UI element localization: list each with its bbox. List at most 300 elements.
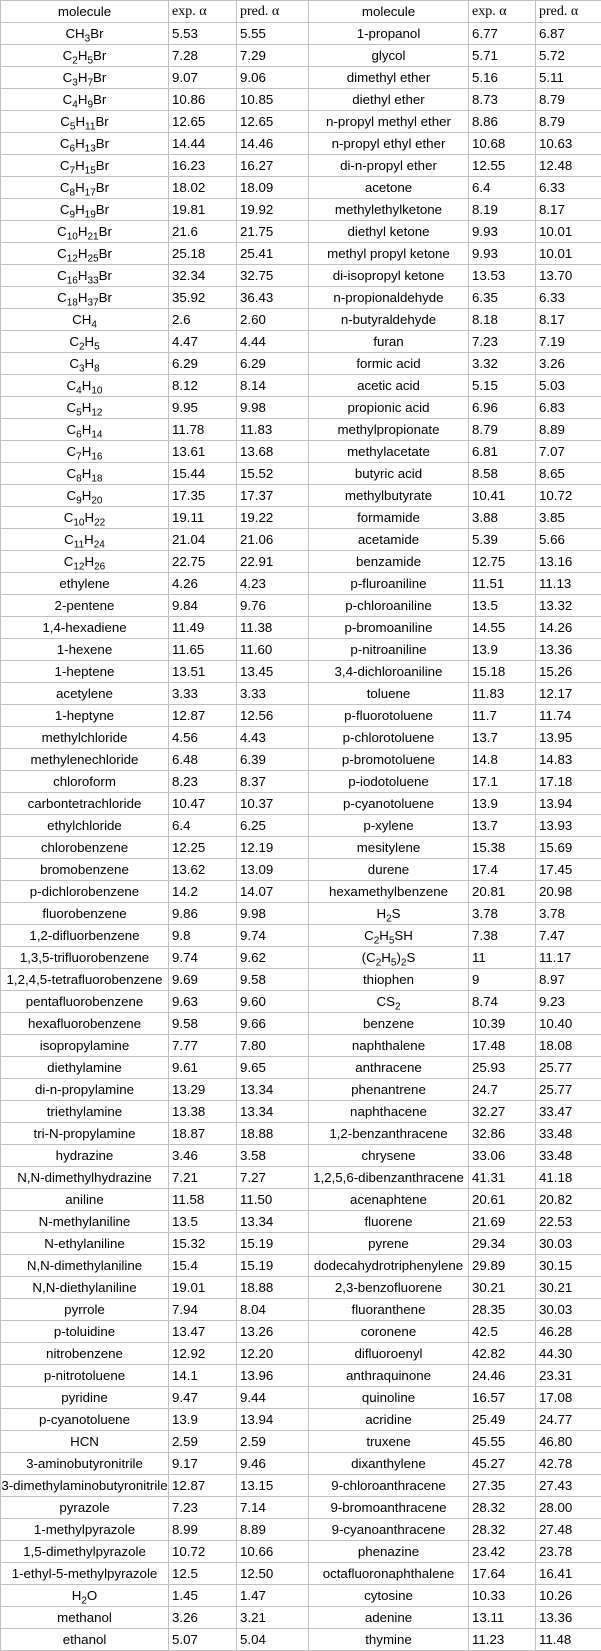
exp-alpha-cell[interactable]: 13.9 — [469, 793, 536, 815]
molecule-cell[interactable]: 3-dimethylaminobutyronitrile — [1, 1475, 169, 1497]
pred-alpha-cell[interactable]: 18.88 — [237, 1277, 309, 1299]
pred-alpha-cell[interactable]: 11.48 — [536, 1629, 601, 1651]
pred-alpha-cell[interactable]: 5.11 — [536, 67, 601, 89]
molecule-cell[interactable]: chlorobenzene — [1, 837, 169, 859]
exp-alpha-cell[interactable]: 45.55 — [469, 1431, 536, 1453]
pred-alpha-cell[interactable]: 13.36 — [536, 1607, 601, 1629]
molecule-cell[interactable]: adenine — [309, 1607, 469, 1629]
exp-alpha-cell[interactable]: 20.81 — [469, 881, 536, 903]
pred-alpha-cell[interactable]: 4.44 — [237, 331, 309, 353]
exp-alpha-cell[interactable]: 12.55 — [469, 155, 536, 177]
molecule-cell[interactable]: benzamide — [309, 551, 469, 573]
pred-alpha-cell[interactable]: 14.83 — [536, 749, 601, 771]
exp-alpha-cell[interactable]: 13.7 — [469, 815, 536, 837]
pred-alpha-cell[interactable]: 9.74 — [237, 925, 309, 947]
molecule-cell[interactable]: 9-chloroanthracene — [309, 1475, 469, 1497]
pred-alpha-cell[interactable]: 13.93 — [536, 815, 601, 837]
molecule-cell[interactable]: $C_2H_5Br$ — [1, 45, 169, 67]
exp-alpha-cell[interactable]: 17.64 — [469, 1563, 536, 1585]
exp-alpha-cell[interactable]: 5.15 — [469, 375, 536, 397]
pred-alpha-cell[interactable]: 36.43 — [237, 287, 309, 309]
exp-alpha-cell[interactable]: 3.33 — [169, 683, 237, 705]
molecule-cell[interactable]: methanol — [1, 1607, 169, 1629]
molecule-cell[interactable]: acetamide — [309, 529, 469, 551]
molecule-cell[interactable]: acenaphtene — [309, 1189, 469, 1211]
pred-alpha-cell[interactable]: 14.07 — [237, 881, 309, 903]
molecule-cell[interactable]: toluene — [309, 683, 469, 705]
molecule-cell[interactable]: n-butyraldehyde — [309, 309, 469, 331]
exp-alpha-cell[interactable]: 9.07 — [169, 67, 237, 89]
pred-alpha-cell[interactable]: 13.96 — [237, 1365, 309, 1387]
exp-alpha-cell[interactable]: 4.47 — [169, 331, 237, 353]
pred-alpha-cell[interactable]: 7.47 — [536, 925, 601, 947]
exp-alpha-cell[interactable]: 24.7 — [469, 1079, 536, 1101]
molecule-cell[interactable]: triethylamine — [1, 1101, 169, 1123]
exp-alpha-cell[interactable]: 13.53 — [469, 265, 536, 287]
molecule-cell[interactable]: fluoranthene — [309, 1299, 469, 1321]
pred-alpha-cell[interactable]: 6.83 — [536, 397, 601, 419]
pred-alpha-cell[interactable]: 10.01 — [536, 221, 601, 243]
molecule-cell[interactable]: fluorobenzene — [1, 903, 169, 925]
exp-alpha-cell[interactable]: 2.6 — [169, 309, 237, 331]
exp-alpha-cell[interactable]: 9.17 — [169, 1453, 237, 1475]
exp-alpha-cell[interactable]: 21.69 — [469, 1211, 536, 1233]
pred-alpha-cell[interactable]: 27.48 — [536, 1519, 601, 1541]
molecule-cell[interactable]: di-n-propylamine — [1, 1079, 169, 1101]
molecule-cell[interactable]: $C_{10}H_{22}$ — [1, 507, 169, 529]
exp-alpha-cell[interactable]: 4.56 — [169, 727, 237, 749]
pred-alpha-cell[interactable]: 13.34 — [237, 1079, 309, 1101]
exp-alpha-cell[interactable]: 33.06 — [469, 1145, 536, 1167]
exp-alpha-cell[interactable]: 17.1 — [469, 771, 536, 793]
pred-alpha-cell[interactable]: 20.82 — [536, 1189, 601, 1211]
pred-alpha-cell[interactable]: 9.76 — [237, 595, 309, 617]
molecule-cell[interactable]: $C_8H_{18}$ — [1, 463, 169, 485]
molecule-cell[interactable]: 9-bromoanthracene — [309, 1497, 469, 1519]
exp-alpha-cell[interactable]: 11.7 — [469, 705, 536, 727]
molecule-cell[interactable]: $C_9H_{19}Br$ — [1, 199, 169, 221]
molecule-cell[interactable]: $C_8H_{17}Br$ — [1, 177, 169, 199]
molecule-cell[interactable]: $C_2H_5SH$ — [309, 925, 469, 947]
molecule-cell[interactable]: p-fluorotoluene — [309, 705, 469, 727]
exp-alpha-cell[interactable]: 25.93 — [469, 1057, 536, 1079]
exp-alpha-cell[interactable]: 10.41 — [469, 485, 536, 507]
pred-alpha-cell[interactable]: 15.19 — [237, 1233, 309, 1255]
molecule-cell[interactable]: pentafluorobenzene — [1, 991, 169, 1013]
molecule-cell[interactable]: truxene — [309, 1431, 469, 1453]
molecule-cell[interactable]: p-chlorotoluene — [309, 727, 469, 749]
molecule-cell[interactable]: $C_4H_{10}$ — [1, 375, 169, 397]
molecule-cell[interactable]: 1-heptyne — [1, 705, 169, 727]
molecule-cell[interactable]: methylchloride — [1, 727, 169, 749]
molecule-cell[interactable]: $H_2O$ — [1, 1585, 169, 1607]
pred-alpha-cell[interactable]: 10.01 — [536, 243, 601, 265]
pred-alpha-cell[interactable]: 12.50 — [237, 1563, 309, 1585]
pred-alpha-cell[interactable]: 9.62 — [237, 947, 309, 969]
molecule-cell[interactable]: p-nitroaniline — [309, 639, 469, 661]
exp-alpha-cell[interactable]: 25.18 — [169, 243, 237, 265]
molecule-cell[interactable]: durene — [309, 859, 469, 881]
exp-alpha-cell[interactable]: 7.38 — [469, 925, 536, 947]
exp-alpha-cell[interactable]: 32.86 — [469, 1123, 536, 1145]
exp-alpha-cell[interactable]: 11.78 — [169, 419, 237, 441]
exp-alpha-cell[interactable]: 29.34 — [469, 1233, 536, 1255]
exp-alpha-cell[interactable]: 10.39 — [469, 1013, 536, 1035]
pred-alpha-cell[interactable]: 33.47 — [536, 1101, 601, 1123]
molecule-cell[interactable]: hydrazine — [1, 1145, 169, 1167]
pred-alpha-cell[interactable]: 9.65 — [237, 1057, 309, 1079]
exp-alpha-cell[interactable]: 11.51 — [469, 573, 536, 595]
molecule-cell[interactable]: $CS_2$ — [309, 991, 469, 1013]
molecule-cell[interactable]: 1,5-dimethylpyrazole — [1, 1541, 169, 1563]
molecule-cell[interactable]: methylbutyrate — [309, 485, 469, 507]
molecule-cell[interactable]: di-n-propyl ether — [309, 155, 469, 177]
pred-alpha-cell[interactable]: 22.91 — [237, 551, 309, 573]
pred-alpha-cell[interactable]: 13.09 — [237, 859, 309, 881]
pred-alpha-cell[interactable]: 21.75 — [237, 221, 309, 243]
exp-alpha-cell[interactable]: 6.77 — [469, 23, 536, 45]
molecule-cell[interactable]: benzene — [309, 1013, 469, 1035]
exp-alpha-cell[interactable]: 11.83 — [469, 683, 536, 705]
molecule-cell[interactable]: p-dichlorobenzene — [1, 881, 169, 903]
pred-alpha-cell[interactable]: 7.19 — [536, 331, 601, 353]
molecule-cell[interactable]: phenantrene — [309, 1079, 469, 1101]
exp-alpha-cell[interactable]: 6.96 — [469, 397, 536, 419]
molecule-cell[interactable]: p-nitrotoluene — [1, 1365, 169, 1387]
molecule-cell[interactable]: $C_{12}H_{26}$ — [1, 551, 169, 573]
exp-alpha-cell[interactable]: 11.49 — [169, 617, 237, 639]
exp-alpha-cell[interactable]: 22.75 — [169, 551, 237, 573]
exp-alpha-cell[interactable]: 14.55 — [469, 617, 536, 639]
exp-alpha-cell[interactable]: 13.62 — [169, 859, 237, 881]
exp-alpha-cell[interactable]: 7.77 — [169, 1035, 237, 1057]
exp-alpha-cell[interactable]: 6.81 — [469, 441, 536, 463]
exp-alpha-cell[interactable]: 21.6 — [169, 221, 237, 243]
molecule-cell[interactable]: $C_5H_{11}Br$ — [1, 111, 169, 133]
exp-alpha-cell[interactable]: 8.79 — [469, 419, 536, 441]
pred-alpha-cell[interactable]: 8.37 — [237, 771, 309, 793]
exp-alpha-cell[interactable]: 27.35 — [469, 1475, 536, 1497]
exp-alpha-cell[interactable]: 9.8 — [169, 925, 237, 947]
pred-alpha-cell[interactable]: 5.04 — [237, 1629, 309, 1651]
pred-alpha-cell[interactable]: 13.94 — [237, 1409, 309, 1431]
exp-alpha-cell[interactable]: 45.27 — [469, 1453, 536, 1475]
pred-alpha-cell[interactable]: 8.17 — [536, 309, 601, 331]
exp-alpha-cell[interactable]: 12.92 — [169, 1343, 237, 1365]
exp-alpha-cell[interactable]: 5.16 — [469, 67, 536, 89]
exp-alpha-cell[interactable]: 13.5 — [469, 595, 536, 617]
pred-alpha-cell[interactable]: 17.37 — [237, 485, 309, 507]
pred-alpha-cell[interactable]: 30.15 — [536, 1255, 601, 1277]
molecule-cell[interactable]: cytosine — [309, 1585, 469, 1607]
molecule-cell[interactable]: $CH_3Br$ — [1, 23, 169, 45]
exp-alpha-cell[interactable]: 18.02 — [169, 177, 237, 199]
exp-alpha-cell[interactable]: 7.23 — [169, 1497, 237, 1519]
exp-alpha-cell[interactable]: 9.74 — [169, 947, 237, 969]
exp-alpha-cell[interactable]: 32.27 — [469, 1101, 536, 1123]
molecule-cell[interactable]: difluoroenyl — [309, 1343, 469, 1365]
exp-alpha-cell[interactable]: 5.71 — [469, 45, 536, 67]
molecule-cell[interactable]: phenazine — [309, 1541, 469, 1563]
molecule-cell[interactable]: 2-pentene — [1, 595, 169, 617]
pred-alpha-cell[interactable]: 10.66 — [237, 1541, 309, 1563]
pred-alpha-cell[interactable]: 13.94 — [536, 793, 601, 815]
exp-alpha-cell[interactable]: 28.32 — [469, 1497, 536, 1519]
exp-alpha-cell[interactable]: 9.93 — [469, 221, 536, 243]
pred-alpha-cell[interactable]: 10.40 — [536, 1013, 601, 1035]
molecule-cell[interactable]: acetic acid — [309, 375, 469, 397]
exp-alpha-cell[interactable]: 14.44 — [169, 133, 237, 155]
pred-alpha-cell[interactable]: 9.44 — [237, 1387, 309, 1409]
exp-alpha-cell[interactable]: 32.34 — [169, 265, 237, 287]
pred-alpha-cell[interactable]: 7.07 — [536, 441, 601, 463]
exp-alpha-cell[interactable]: 13.11 — [469, 1607, 536, 1629]
molecule-cell[interactable]: propionic acid — [309, 397, 469, 419]
pred-alpha-cell[interactable]: 17.08 — [536, 1387, 601, 1409]
molecule-cell[interactable]: fluorene — [309, 1211, 469, 1233]
molecule-cell[interactable]: p-fluroaniline — [309, 573, 469, 595]
exp-alpha-cell[interactable]: 13.51 — [169, 661, 237, 683]
molecule-cell[interactable]: butyric acid — [309, 463, 469, 485]
pred-alpha-cell[interactable]: 13.36 — [536, 639, 601, 661]
pred-alpha-cell[interactable]: 28.00 — [536, 1497, 601, 1519]
molecule-cell[interactable]: pyrene — [309, 1233, 469, 1255]
molecule-cell[interactable]: p-toluidine — [1, 1321, 169, 1343]
exp-alpha-cell[interactable]: 21.04 — [169, 529, 237, 551]
pred-alpha-cell[interactable]: 10.85 — [237, 89, 309, 111]
molecule-cell[interactable]: 1,2,5,6-dibenzanthracene — [309, 1167, 469, 1189]
exp-alpha-cell[interactable]: 10.47 — [169, 793, 237, 815]
molecule-cell[interactable]: $(C_2H_5)_2S$ — [309, 947, 469, 969]
molecule-cell[interactable]: $C_7H_{16}$ — [1, 441, 169, 463]
molecule-cell[interactable]: p-xylene — [309, 815, 469, 837]
pred-alpha-cell[interactable]: 12.48 — [536, 155, 601, 177]
molecule-cell[interactable]: pyridine — [1, 1387, 169, 1409]
exp-alpha-cell[interactable]: 12.87 — [169, 705, 237, 727]
exp-alpha-cell[interactable]: 7.21 — [169, 1167, 237, 1189]
exp-alpha-cell[interactable]: 15.32 — [169, 1233, 237, 1255]
molecule-cell[interactable]: chloroform — [1, 771, 169, 793]
pred-alpha-cell[interactable]: 24.77 — [536, 1409, 601, 1431]
pred-alpha-cell[interactable]: 12.20 — [237, 1343, 309, 1365]
pred-alpha-cell[interactable]: 1.47 — [237, 1585, 309, 1607]
exp-alpha-cell[interactable]: 13.47 — [169, 1321, 237, 1343]
exp-alpha-cell[interactable]: 9.93 — [469, 243, 536, 265]
pred-alpha-cell[interactable]: 12.56 — [237, 705, 309, 727]
exp-alpha-cell[interactable]: 11 — [469, 947, 536, 969]
exp-alpha-cell[interactable]: 3.46 — [169, 1145, 237, 1167]
exp-alpha-cell[interactable]: 10.68 — [469, 133, 536, 155]
pred-alpha-cell[interactable]: 33.48 — [536, 1123, 601, 1145]
pred-alpha-cell[interactable]: 17.18 — [536, 771, 601, 793]
molecule-cell[interactable]: $C_2H_5$ — [1, 331, 169, 353]
molecule-cell[interactable]: $C_{12}H_{25}Br$ — [1, 243, 169, 265]
molecule-cell[interactable]: dodecahydrotriphenylene — [309, 1255, 469, 1277]
pred-alpha-cell[interactable]: 23.31 — [536, 1365, 601, 1387]
exp-alpha-cell[interactable]: 12.87 — [169, 1475, 237, 1497]
molecule-cell[interactable]: anthraquinone — [309, 1365, 469, 1387]
exp-alpha-cell[interactable]: 12.5 — [169, 1563, 237, 1585]
molecule-cell[interactable]: n-propyl ethyl ether — [309, 133, 469, 155]
pred-alpha-cell[interactable]: 2.60 — [237, 309, 309, 331]
molecule-cell[interactable]: $C_7H_{15}Br$ — [1, 155, 169, 177]
pred-alpha-cell[interactable]: 6.33 — [536, 177, 601, 199]
molecule-cell[interactable]: chrysene — [309, 1145, 469, 1167]
molecule-cell[interactable]: hexafluorobenzene — [1, 1013, 169, 1035]
molecule-cell[interactable]: diethylamine — [1, 1057, 169, 1079]
pred-alpha-cell[interactable]: 15.52 — [237, 463, 309, 485]
pred-alpha-cell[interactable]: 13.95 — [536, 727, 601, 749]
exp-alpha-cell[interactable]: 15.38 — [469, 837, 536, 859]
pred-alpha-cell[interactable]: 9.98 — [237, 397, 309, 419]
exp-alpha-cell[interactable]: 10.86 — [169, 89, 237, 111]
pred-alpha-cell[interactable]: 11.74 — [536, 705, 601, 727]
exp-alpha-cell[interactable]: 8.58 — [469, 463, 536, 485]
molecule-cell[interactable]: N,N-dimethylhydrazine — [1, 1167, 169, 1189]
exp-alpha-cell[interactable]: 2.59 — [169, 1431, 237, 1453]
exp-alpha-cell[interactable]: 12.65 — [169, 111, 237, 133]
molecule-cell[interactable]: thymine — [309, 1629, 469, 1651]
molecule-cell[interactable]: 1,2,4,5-tetrafluorobenzene — [1, 969, 169, 991]
pred-alpha-cell[interactable]: 12.19 — [237, 837, 309, 859]
exp-alpha-cell[interactable]: 9.63 — [169, 991, 237, 1013]
exp-alpha-cell[interactable]: 8.86 — [469, 111, 536, 133]
exp-alpha-cell[interactable]: 13.9 — [469, 639, 536, 661]
exp-alpha-cell[interactable]: 19.81 — [169, 199, 237, 221]
pred-alpha-cell[interactable]: 10.72 — [536, 485, 601, 507]
pred-alpha-cell[interactable]: 42.78 — [536, 1453, 601, 1475]
molecule-cell[interactable]: dimethyl ether — [309, 67, 469, 89]
molecule-cell[interactable]: methylacetate — [309, 441, 469, 463]
exp-alpha-cell[interactable]: 28.35 — [469, 1299, 536, 1321]
pred-alpha-cell[interactable]: 9.98 — [237, 903, 309, 925]
molecule-cell[interactable]: $C_3H_7Br$ — [1, 67, 169, 89]
molecule-cell[interactable]: acetone — [309, 177, 469, 199]
pred-alpha-cell[interactable]: 3.58 — [237, 1145, 309, 1167]
exp-alpha-cell[interactable]: 30.21 — [469, 1277, 536, 1299]
exp-alpha-cell[interactable]: 8.12 — [169, 375, 237, 397]
pred-alpha-cell[interactable]: 18.08 — [536, 1035, 601, 1057]
exp-alpha-cell[interactable]: 42.5 — [469, 1321, 536, 1343]
pred-alpha-cell[interactable]: 25.77 — [536, 1079, 601, 1101]
pred-alpha-cell[interactable]: 13.45 — [237, 661, 309, 683]
molecule-cell[interactable]: HCN — [1, 1431, 169, 1453]
exp-alpha-cell[interactable]: 15.18 — [469, 661, 536, 683]
exp-alpha-cell[interactable]: 13.61 — [169, 441, 237, 463]
pred-alpha-cell[interactable]: 10.63 — [536, 133, 601, 155]
exp-alpha-cell[interactable]: 9.58 — [169, 1013, 237, 1035]
molecule-cell[interactable]: methyl propyl ketone — [309, 243, 469, 265]
molecule-cell[interactable]: p-cyanotoluene — [1, 1409, 169, 1431]
molecule-cell[interactable]: formamide — [309, 507, 469, 529]
exp-alpha-cell[interactable]: 9.95 — [169, 397, 237, 419]
molecule-cell[interactable]: p-iodotoluene — [309, 771, 469, 793]
pred-alpha-cell[interactable]: 30.03 — [536, 1233, 601, 1255]
pred-alpha-cell[interactable]: 9.46 — [237, 1453, 309, 1475]
molecule-cell[interactable]: octafluoronaphthalene — [309, 1563, 469, 1585]
molecule-cell[interactable]: aniline — [1, 1189, 169, 1211]
pred-alpha-cell[interactable]: 20.98 — [536, 881, 601, 903]
molecule-cell[interactable]: 1,2-benzanthracene — [309, 1123, 469, 1145]
molecule-cell[interactable]: p-cyanotoluene — [309, 793, 469, 815]
pred-alpha-cell[interactable]: 10.26 — [536, 1585, 601, 1607]
exp-alpha-cell[interactable]: 11.58 — [169, 1189, 237, 1211]
molecule-cell[interactable]: p-bromoaniline — [309, 617, 469, 639]
pred-alpha-cell[interactable]: 3.33 — [237, 683, 309, 705]
molecule-cell[interactable]: $CH_4$ — [1, 309, 169, 331]
pred-alpha-cell[interactable]: 9.23 — [536, 991, 601, 1013]
pred-alpha-cell[interactable]: 21.06 — [237, 529, 309, 551]
molecule-cell[interactable]: N-methylaniline — [1, 1211, 169, 1233]
exp-alpha-cell[interactable]: 42.82 — [469, 1343, 536, 1365]
exp-alpha-cell[interactable]: 14.8 — [469, 749, 536, 771]
exp-alpha-cell[interactable]: 9.69 — [169, 969, 237, 991]
pred-alpha-cell[interactable]: 8.14 — [237, 375, 309, 397]
molecule-cell[interactable]: 9-cyanoanthracene — [309, 1519, 469, 1541]
pred-alpha-cell[interactable]: 22.53 — [536, 1211, 601, 1233]
pred-alpha-cell[interactable]: 7.14 — [237, 1497, 309, 1519]
molecule-cell[interactable]: acetylene — [1, 683, 169, 705]
molecule-cell[interactable]: bromobenzene — [1, 859, 169, 881]
molecule-cell[interactable]: formic acid — [309, 353, 469, 375]
pred-alpha-cell[interactable]: 9.60 — [237, 991, 309, 1013]
pred-alpha-cell[interactable]: 12.65 — [237, 111, 309, 133]
exp-alpha-cell[interactable]: 6.4 — [469, 177, 536, 199]
pred-alpha-cell[interactable]: 13.70 — [536, 265, 601, 287]
pred-alpha-cell[interactable]: 8.89 — [536, 419, 601, 441]
molecule-cell[interactable]: dixanthylene — [309, 1453, 469, 1475]
pred-alpha-cell[interactable]: 16.27 — [237, 155, 309, 177]
exp-alpha-cell[interactable]: 14.1 — [169, 1365, 237, 1387]
exp-alpha-cell[interactable]: 17.4 — [469, 859, 536, 881]
pred-alpha-cell[interactable]: 33.48 — [536, 1145, 601, 1167]
molecule-cell[interactable]: diethyl ketone — [309, 221, 469, 243]
molecule-cell[interactable]: p-bromotoluene — [309, 749, 469, 771]
molecule-cell[interactable]: $C_{10}H_{21}Br$ — [1, 221, 169, 243]
pred-alpha-cell[interactable]: 15.69 — [536, 837, 601, 859]
exp-alpha-cell[interactable]: 3.26 — [169, 1607, 237, 1629]
molecule-cell[interactable]: ethylene — [1, 573, 169, 595]
pred-alpha-cell[interactable]: 4.23 — [237, 573, 309, 595]
exp-alpha-cell[interactable]: 19.01 — [169, 1277, 237, 1299]
molecule-cell[interactable]: mesitylene — [309, 837, 469, 859]
molecule-cell[interactable]: pyrrole — [1, 1299, 169, 1321]
pred-alpha-cell[interactable]: 5.03 — [536, 375, 601, 397]
exp-alpha-cell[interactable]: 12.25 — [169, 837, 237, 859]
pred-alpha-cell[interactable]: 5.55 — [237, 23, 309, 45]
pred-alpha-cell[interactable]: 13.15 — [237, 1475, 309, 1497]
molecule-cell[interactable]: n-propyl methyl ether — [309, 111, 469, 133]
molecule-cell[interactable]: p-chloroaniline — [309, 595, 469, 617]
molecule-cell[interactable]: 1,4-hexadiene — [1, 617, 169, 639]
exp-alpha-cell[interactable]: 15.4 — [169, 1255, 237, 1277]
pred-alpha-cell[interactable]: 6.29 — [237, 353, 309, 375]
molecule-cell[interactable]: 1-methylpyrazole — [1, 1519, 169, 1541]
pred-alpha-cell[interactable]: 5.66 — [536, 529, 601, 551]
exp-alpha-cell[interactable]: 7.94 — [169, 1299, 237, 1321]
exp-alpha-cell[interactable]: 8.74 — [469, 991, 536, 1013]
exp-alpha-cell[interactable]: 17.48 — [469, 1035, 536, 1057]
molecule-cell[interactable]: hexamethylbenzene — [309, 881, 469, 903]
pred-alpha-cell[interactable]: 3.85 — [536, 507, 601, 529]
pred-alpha-cell[interactable]: 8.79 — [536, 111, 601, 133]
pred-alpha-cell[interactable]: 14.26 — [536, 617, 601, 639]
exp-alpha-cell[interactable]: 8.18 — [469, 309, 536, 331]
pred-alpha-cell[interactable]: 6.87 — [536, 23, 601, 45]
molecule-cell[interactable]: 1,3,5-trifluorobenzene — [1, 947, 169, 969]
pred-alpha-cell[interactable]: 8.79 — [536, 89, 601, 111]
exp-alpha-cell[interactable]: 5.07 — [169, 1629, 237, 1651]
